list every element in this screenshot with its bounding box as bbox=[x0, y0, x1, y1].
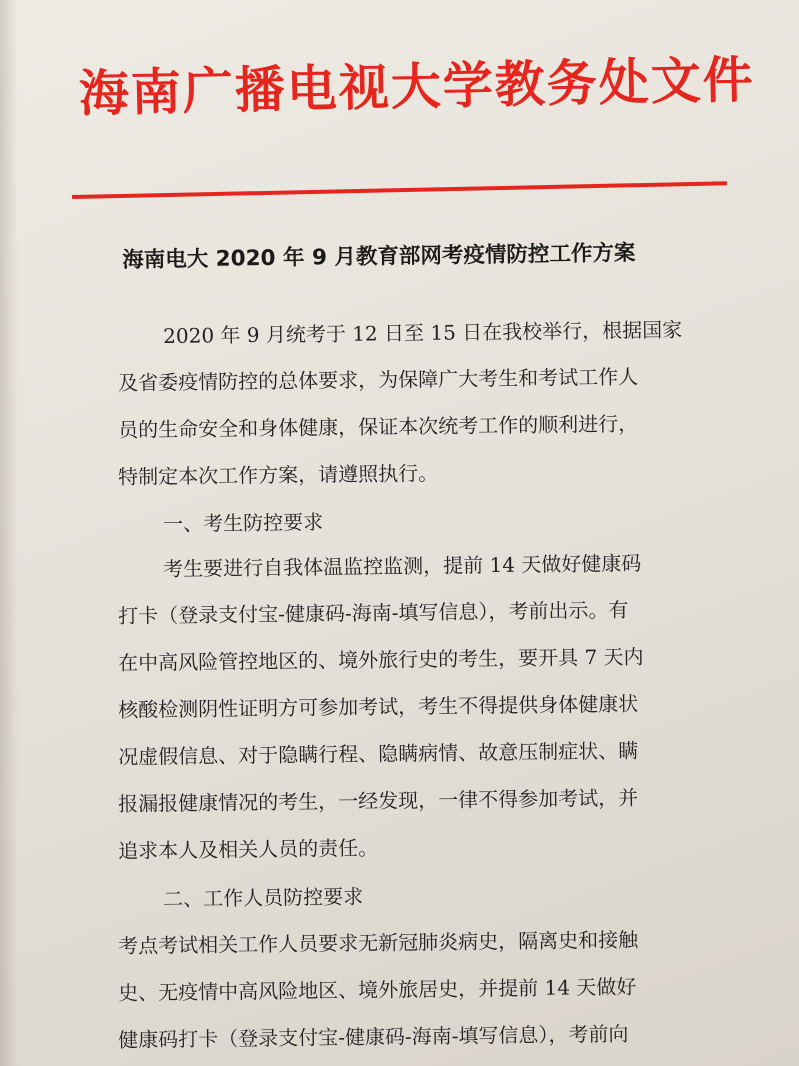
paragraph-line: 特制定本次工作方案，请遵照执行。 bbox=[118, 461, 439, 489]
paragraph-line: 及省委疫情防控的总体要求，为保障广大考生和考试工作人 bbox=[118, 364, 639, 395]
document-title: 海南电大 2020 年 9 月教育部网考疫情防控工作方案 bbox=[122, 240, 636, 273]
section-heading: 一、考生防控要求 bbox=[163, 510, 324, 536]
letterhead-title: 海南广播电视大学教务处文件 bbox=[78, 49, 756, 123]
paragraph-line: 考点考试相关工作人员要求无新冠肺炎病史，隔离史和接触 bbox=[118, 927, 639, 958]
paragraph-line: 2020 年 9 月统考于 12 日至 15 日在我校举行，根据国家 bbox=[163, 317, 683, 348]
paragraph-line: 考生要进行自我体温监控监测，提前 14 天做好健康码 bbox=[163, 551, 642, 581]
paragraph-line: 况虚假信息、对于隐瞒行程、隐瞒病情、故意压制症状、瞒 bbox=[118, 738, 639, 769]
paragraph-line: 打卡（登录支付宝-健康码-海南-填写信息），考前出示。有 bbox=[118, 597, 629, 628]
paragraph-line: 史、无疫情中高风险地区、境外旅居史，并提前 14 天做好 bbox=[118, 974, 637, 1005]
paragraph-line: 员的生命安全和身体健康，保证本次统考工作的顺利进行， bbox=[118, 411, 639, 442]
paragraph-line: 追求本人及相关人员的责任。 bbox=[118, 835, 379, 863]
paragraph-line: 在中高风险管控地区的、境外旅行史的考生，要开具 7 天内 bbox=[118, 644, 644, 675]
paragraph-line: 核酸检测阴性证明方可参加考试，考生不得提供身体健康状 bbox=[118, 691, 639, 722]
paragraph-line: 报漏报健康情况的考生，一经发现，一律不得参加考试，并 bbox=[118, 785, 639, 816]
section-heading: 二、工作人员防控要求 bbox=[163, 884, 364, 911]
paragraph-line: 健康码打卡（登录支付宝-健康码-海南-填写信息），考前向 bbox=[118, 1021, 629, 1052]
